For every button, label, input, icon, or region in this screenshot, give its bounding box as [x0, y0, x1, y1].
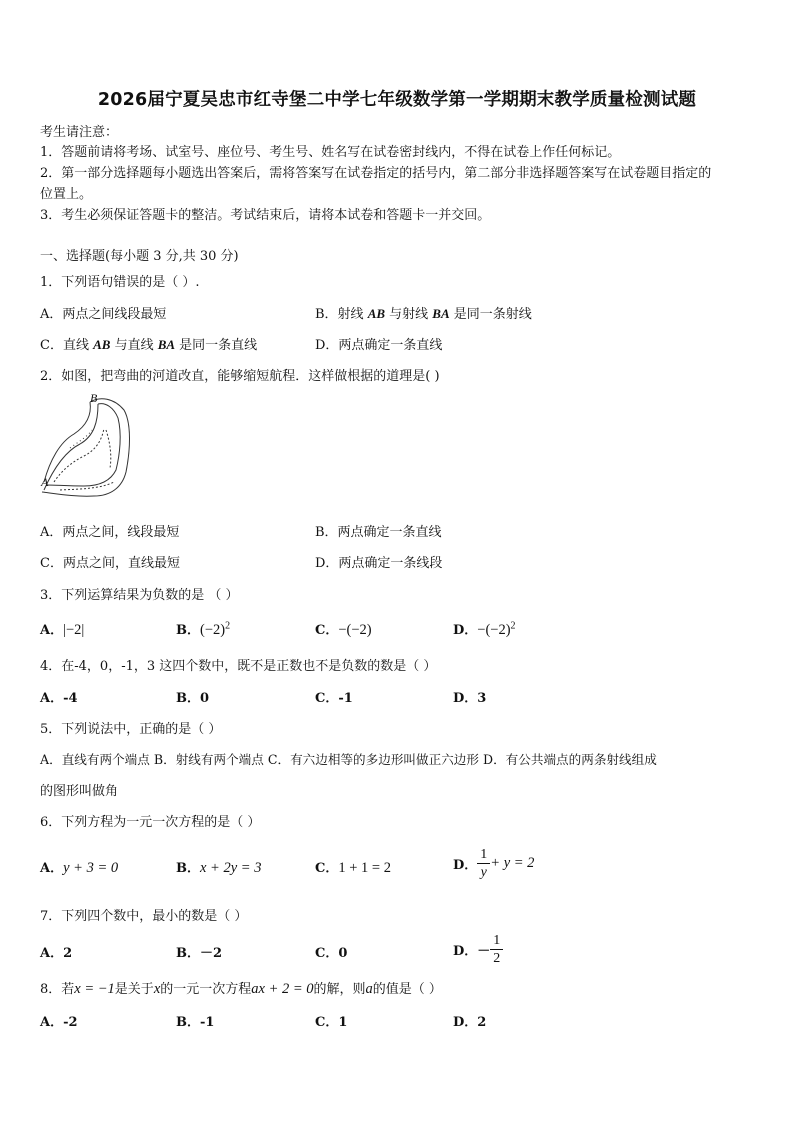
q7-option-c: C．0 — [315, 946, 348, 961]
notice-item-3: 3．考生必须保证答题卡的整洁。考试结束后，请将本试卷和答题卡一并交回。 — [40, 208, 491, 223]
figure-label-b: B — [90, 391, 98, 405]
q2-option-a: A．两点之间，线段最短 — [40, 525, 180, 540]
q6-option-c: C．1 + 1 = 2 — [315, 860, 391, 876]
q4-option-d: D．3 — [453, 691, 487, 706]
q3-option-b: B．$(-2)^2$ — [176, 620, 231, 638]
q1-option-b: B．射线 AB 与射线 BA 是同一条射线 — [315, 306, 532, 322]
q4-option-c: C．-1 — [315, 691, 353, 706]
notice-item-2-cont: 位置上。 — [40, 187, 93, 202]
fraction: $\frac{1}{2}$ — [490, 932, 503, 967]
section-heading: 一、选择题(每小题 3 分,共 30 分) — [40, 249, 239, 264]
q7-option-a: A．2 — [40, 946, 73, 961]
q8-option-b: B．-1 — [176, 1015, 215, 1030]
q2-option-c: C．两点之间，直线最短 — [40, 556, 180, 571]
q6-option-a: A．y + 3 = 0 — [40, 860, 119, 876]
q6-option-d: D． $\frac{1}{y}$ + y = 2 — [453, 847, 535, 880]
q3-option-a: A．|−2| — [40, 622, 85, 638]
q4-option-a: A．-4 — [40, 691, 78, 706]
figure-label-a: A — [41, 475, 49, 489]
q4-stem: 4．在-4，0，-1，3 这四个数中，既不是正数也不是负数的数是（ ） — [40, 659, 437, 674]
q7-option-b: B．－2 — [176, 946, 223, 961]
q8-option-c: C．1 — [315, 1015, 348, 1030]
notice-item-2: 2．第一部分选择题每小题选出答案后，需将答案写在试卷指定的括号内，第二部分非选择题答案写在试卷题目指定的 — [40, 166, 712, 181]
q3-option-d: D．$-(-2)^2$ — [453, 620, 516, 638]
q1-stem: 1．下列语句错误的是（ ）. — [40, 275, 200, 290]
notice-item-1: 1．答题前请将考场、试室号、座位号、考生号、姓名写在试卷密封线内，不得在试卷上作任何标记。 — [40, 145, 621, 160]
q4-option-b: B．0 — [176, 691, 210, 706]
q3-stem: 3．下列运算结果为负数的是 （ ） — [40, 588, 239, 603]
q8-option-a: A．-2 — [40, 1015, 78, 1030]
q3-option-c: C．−(−2) — [315, 622, 372, 638]
q8-option-d: D．2 — [453, 1015, 487, 1030]
q7-stem: 7．下列四个数中，最小的数是（ ） — [40, 909, 248, 924]
notice-heading: 考生请注意： — [40, 125, 119, 140]
q5-options-cont: 的图形叫做角 — [40, 784, 119, 799]
fraction: $\frac{1}{y}$ — [477, 846, 490, 881]
river-diagram — [40, 390, 132, 508]
q7-option-d: D．－ $\frac{1}{2}$ — [453, 932, 503, 967]
q5-options: A．直线有两个端点 B．射线有两个端点 C．有六边相等的多边形叫做正六边形 D．有公共端点的两条射线组成 — [40, 752, 657, 767]
q8-stem: 8．若x = −1是关于x的一元一次方程ax + 2 = 0的解，则a的值是（ ） — [40, 981, 442, 997]
q2-stem: 2．如图，把弯曲的河道改直，能够缩短航程．这样做根据的道理是( ) — [40, 369, 440, 384]
q1-option-d: D．两点确定一条直线 — [315, 338, 443, 353]
q6-stem: 6．下列方程为一元一次方程的是（ ） — [40, 815, 261, 830]
page-title: 2026届宁夏吴忠市红寺堡二中学七年级数学第一学期期末教学质量检测试题 — [97, 90, 697, 110]
q6-option-b: B．x + 2y = 3 — [176, 860, 262, 876]
q2-option-b: B．两点确定一条直线 — [315, 525, 442, 540]
q5-stem: 5．下列说法中，正确的是（ ） — [40, 722, 222, 737]
q1-option-c: C．直线 AB 与直线 BA 是同一条直线 — [40, 337, 258, 353]
q1-option-a: A．两点之间线段最短 — [40, 307, 167, 322]
q2-option-d: D．两点确定一条线段 — [315, 556, 443, 571]
river-figure — [40, 390, 132, 508]
